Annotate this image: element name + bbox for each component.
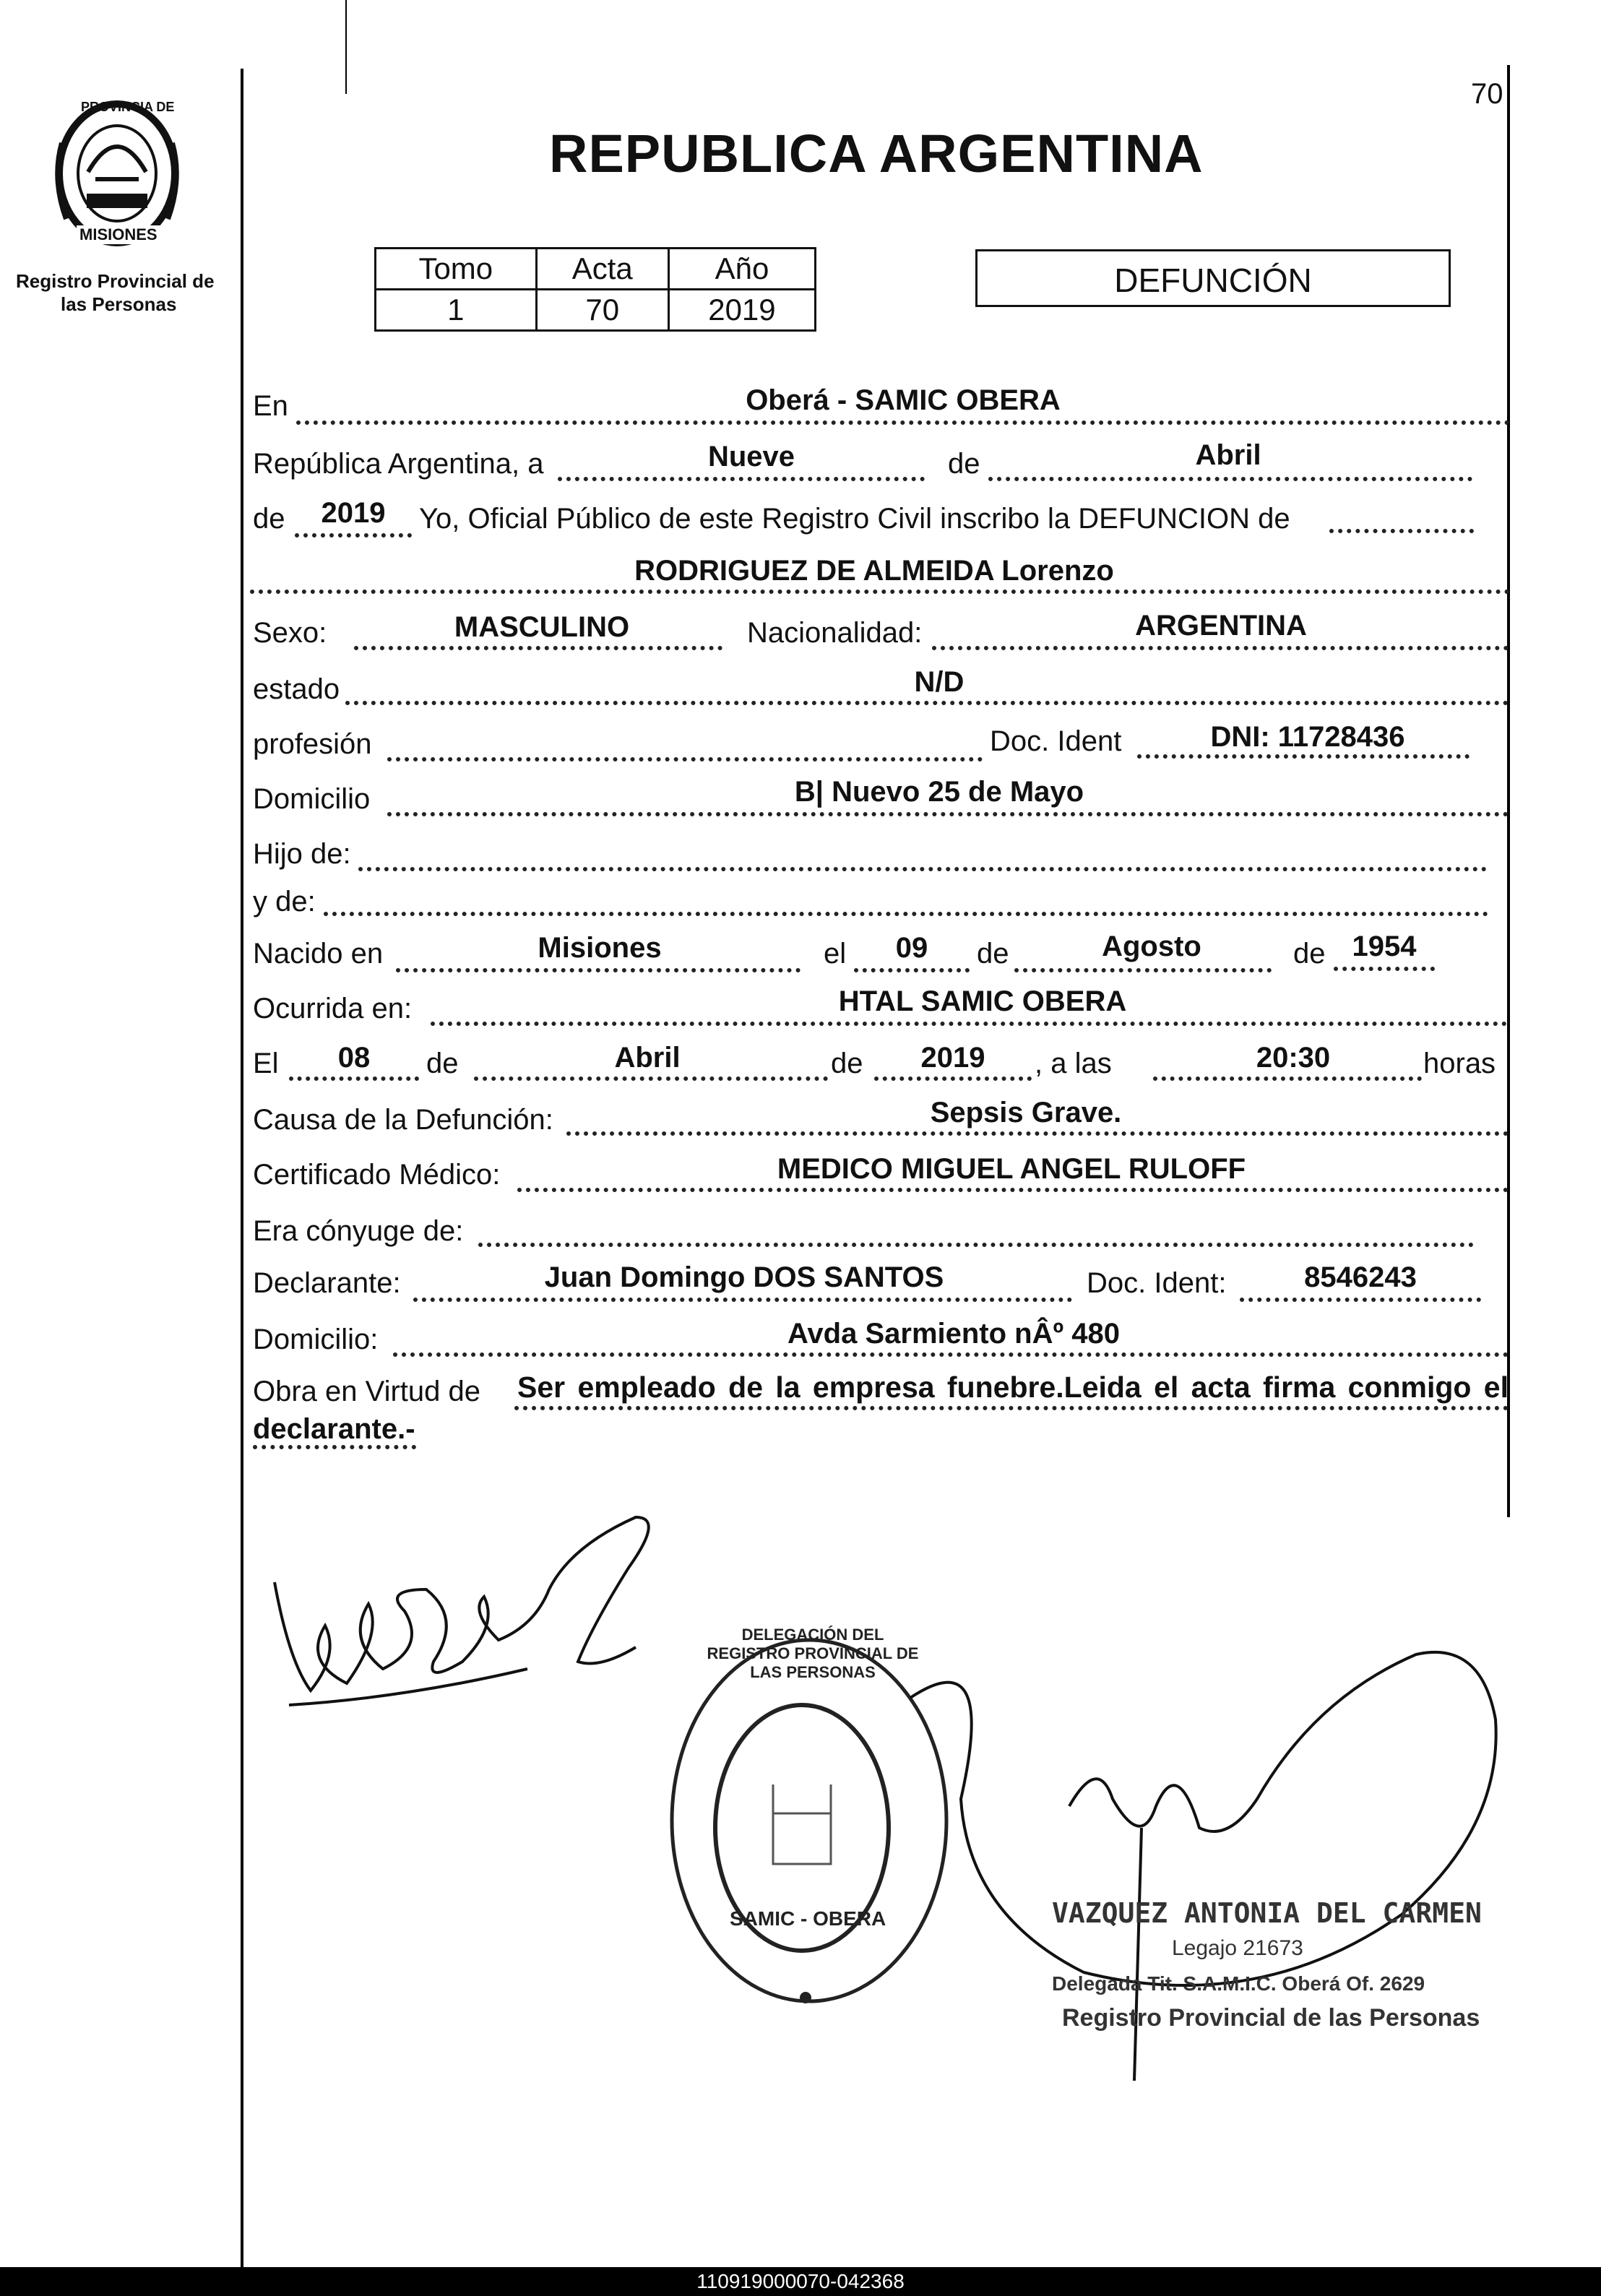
dots-domicilio-declarant	[393, 1352, 1509, 1357]
dots-obra-line1	[514, 1406, 1509, 1410]
dots-sexo	[354, 646, 722, 650]
dots-statement	[1329, 529, 1474, 533]
value-death-day: 08	[337, 1042, 371, 1074]
register-value-ano: 2019	[668, 290, 815, 331]
dots-day	[558, 477, 925, 481]
label-profesion: profesión	[253, 728, 372, 760]
value-month: Abril	[1195, 439, 1261, 471]
dots-death-month	[474, 1076, 828, 1081]
value-year: 2019	[321, 497, 386, 529]
value-death-place: HTAL SAMIC OBERA	[838, 985, 1127, 1017]
label-en: En	[253, 390, 288, 422]
label-ocurrida-en: Ocurrida en:	[253, 993, 413, 1024]
label-statement: Yo, Oficial Público de este Registro Civil inscribo la DEFUNCION de	[419, 503, 1290, 535]
label-certificado: Certificado Médico:	[253, 1159, 501, 1191]
seal-text-bottom: MISIONES	[77, 225, 160, 244]
dots-hijo-de	[358, 867, 1487, 871]
value-birth-year: 1954	[1352, 931, 1417, 962]
register-table	[374, 247, 816, 332]
value-declarant-address: Avda Sarmiento nÂº 480	[787, 1318, 1120, 1350]
value-birth-place: Misiones	[538, 932, 662, 964]
label-doc-ident-declarant: Doc. Ident:	[1087, 1267, 1227, 1299]
dots-month	[988, 477, 1472, 481]
value-death-time: 20:30	[1256, 1042, 1331, 1074]
page-number: 70	[1471, 78, 1503, 110]
label-de-death-month: de	[426, 1048, 459, 1079]
label-domicilio: Domicilio	[253, 783, 371, 815]
value-nationality: ARGENTINA	[1135, 610, 1307, 642]
label-sexo: Sexo:	[253, 617, 327, 649]
official-signature	[853, 1611, 1532, 2160]
dots-birth-year	[1334, 967, 1435, 971]
barcode-footer: 110919000070-042368	[0, 2267, 1601, 2296]
register-header-tomo: Tomo	[376, 249, 537, 290]
label-causa: Causa de la Defunción:	[253, 1104, 553, 1136]
register-value-tomo: 1	[376, 290, 537, 331]
stamp-inner-text: SAMIC - OBERA	[730, 1907, 886, 1930]
value-doc-id: DNI: 11728436	[1210, 721, 1405, 753]
dots-death-day	[289, 1076, 419, 1081]
dots-declarant-doc	[1240, 1298, 1481, 1302]
label-doc-ident: Doc. Ident	[990, 725, 1122, 757]
value-death-year: 2019	[920, 1042, 985, 1074]
dots-conyuge	[478, 1243, 1474, 1247]
value-declarant-doc: 8546243	[1304, 1261, 1417, 1293]
label-el-death: El	[253, 1048, 279, 1079]
registry-name-line1: Registro Provincial de	[16, 270, 215, 292]
dots-name	[250, 590, 1510, 594]
dots-certificado	[517, 1188, 1509, 1192]
label-nacionalidad: Nacionalidad:	[747, 617, 923, 649]
page-title: REPUBLICA ARGENTINA	[549, 124, 1204, 184]
dots-profesion	[387, 757, 983, 761]
value-cause: Sepsis Grave.	[930, 1097, 1122, 1128]
label-y-de: y de:	[253, 886, 316, 918]
label-de-birth-month: de	[977, 938, 1009, 970]
label-obra: Obra en Virtud de	[253, 1376, 481, 1407]
label-el: el	[824, 938, 847, 970]
officer-registry: Registro Provincial de las Personas	[1062, 2004, 1480, 2032]
label-de-year: de	[253, 503, 285, 535]
value-deceased-name: RODRIGUEZ DE ALMEIDA Lorenzo	[634, 555, 1114, 587]
label-a-las: , a las	[1035, 1048, 1112, 1079]
dots-en	[296, 420, 1510, 425]
value-birth-month: Agosto	[1102, 931, 1201, 962]
label-de-month: de	[948, 448, 980, 480]
value-virtue-line1: Ser empleado de la empresa funebre.Leida el acta firma conmigo el	[517, 1371, 1509, 1404]
officer-delegacion: Delegada Tit. S.A.M.I.C. Oberá Of. 2629	[1052, 1972, 1425, 1995]
value-birth-day: 09	[895, 932, 928, 964]
dots-declarante	[413, 1298, 1072, 1302]
label-nacido-en: Nacido en	[253, 938, 384, 970]
margin-line-left	[241, 69, 243, 2267]
margin-line-right	[1507, 65, 1510, 1517]
officer-legajo: Legajo 21673	[1172, 1936, 1303, 1960]
value-day-word: Nueve	[707, 441, 795, 472]
dots-birth-day	[854, 968, 970, 972]
label-hijo-de: Hijo de:	[253, 838, 351, 870]
dots-death-year	[874, 1076, 1032, 1081]
dots-death-time	[1153, 1076, 1422, 1081]
registry-name-line2: las Personas	[61, 293, 177, 315]
binding-line	[345, 0, 347, 94]
declarant-signature	[260, 1503, 708, 1741]
register-header-ano: Año	[668, 249, 815, 290]
dots-ocurrida	[431, 1022, 1507, 1026]
dots-domicilio	[387, 812, 1509, 816]
dots-nacionalidad	[932, 646, 1509, 650]
value-certifying-doctor: MEDICO MIGUEL ANGEL RULOFF	[777, 1153, 1246, 1185]
label-conyuge: Era cónyuge de:	[253, 1215, 464, 1247]
dots-causa	[566, 1131, 1509, 1136]
label-de-birth-year: de	[1293, 938, 1326, 970]
value-address: B| Nuevo 25 de Mayo	[794, 776, 1084, 808]
value-place: Oberá - SAMIC OBERA	[746, 384, 1061, 416]
dots-birth-month	[1014, 968, 1272, 972]
officer-name: VAZQUEZ ANTONIA DEL CARMEN	[1052, 1897, 1482, 1929]
label-declarante: Declarante:	[253, 1267, 401, 1299]
seal-text-top: PROVINCIA DE	[81, 100, 175, 114]
value-declarant-name: Juan Domingo DOS SANTOS	[544, 1261, 944, 1293]
document-type-box: DEFUNCIÓN	[975, 249, 1451, 307]
value-sex: MASCULINO	[454, 611, 630, 643]
register-header-acta: Acta	[536, 249, 668, 290]
label-republica: República Argentina, a	[253, 448, 544, 480]
label-horas: horas	[1423, 1048, 1496, 1079]
label-estado: estado	[253, 673, 340, 705]
value-civil-status: N/D	[914, 666, 965, 698]
value-virtue-line2: declarante.-	[253, 1413, 415, 1445]
value-death-month: Abril	[614, 1042, 681, 1074]
dots-doc-ident	[1137, 754, 1470, 759]
label-domicilio-declarant: Domicilio:	[253, 1324, 379, 1355]
label-de-death-year: de	[831, 1048, 863, 1079]
dots-year	[295, 533, 412, 538]
register-value-acta: 70	[536, 290, 668, 331]
dots-birth-place	[396, 968, 801, 972]
dots-estado	[345, 701, 1509, 705]
dots-obra-line2	[253, 1445, 416, 1449]
stamp-ring-text: DELEGACIÓN DEL REGISTRO PROVINCIAL DE LAS PERSONAS	[707, 1626, 919, 1681]
dots-y-de	[324, 912, 1488, 916]
